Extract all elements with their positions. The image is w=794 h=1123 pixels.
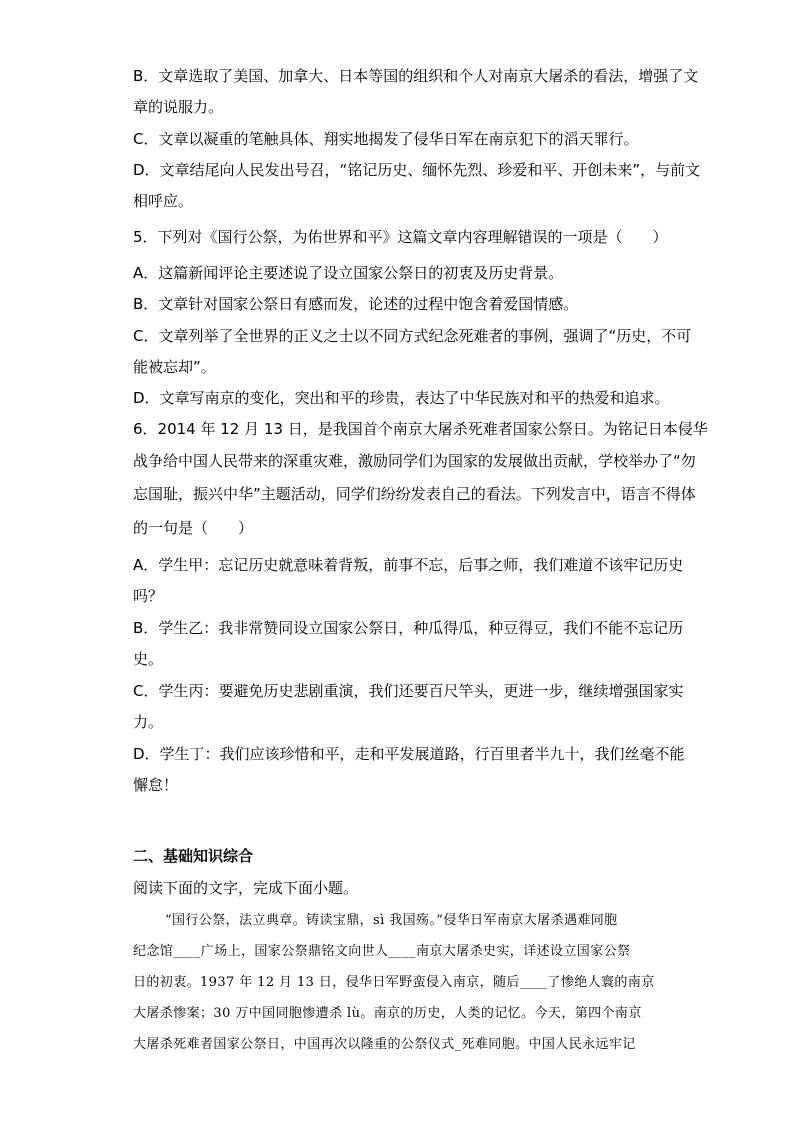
- q5-option-c-line2: 能被忘却”。: [133, 358, 216, 376]
- q6-option-b-line1: B．学生乙：我非常赞同设立国家公祭日，种瓜得瓜，种豆得豆，我们不能不忘记历: [133, 619, 684, 637]
- q6-stem-line3: 忘国耻，振兴中华”主题活动，同学们纷纷发表自己的看法。下列发言中，语言不得体: [133, 485, 696, 503]
- q6-stem-line4: 的一句是（ ）: [133, 519, 254, 537]
- passage-line1: “国行公祭，法立典章。铸读宝鼎，sì 我国殇。”侵华日军南京大屠杀遇难同胞: [165, 913, 618, 928]
- q6-option-c-line1: C．学生丙：要避免历史悲剧重演，我们还要百尺竿头，更进一步，继续增强国家实: [133, 682, 684, 700]
- section-heading: 二、基础知识综合: [133, 847, 254, 865]
- q4-option-b-line1: B．文章选取了美国、加拿大、日本等国的组织和个人对南京大屠杀的看法，增强了文: [133, 67, 699, 85]
- q5-option-d: D．文章写南京的变化，突出和平的珍贵，表达了中华民族对和平的热爱和追求。: [133, 389, 670, 407]
- q5-option-a: A．这篇新闻评论主要述说了设立国家公祭日的初衷及历史背景。: [133, 264, 564, 282]
- q6-option-d-line2: 懈怠！: [133, 776, 179, 794]
- q4-option-d-line1: D．文章结尾向人民发出号召，“铭记历史、缅怀先烈、珍爱和平、开创未来”，与前文: [133, 161, 701, 179]
- q6-option-c-line2: 力。: [133, 713, 164, 731]
- passage-line3: 日的初衷。1937 年 12 月 13 日，侵华日军野蛮侵入南京，随后____了惨绝人寰的南京: [133, 975, 655, 990]
- q5-option-c-line1: C．文章列举了全世界的正义之士以不同方式纪念死难者的事例，强调了“历史，不可: [133, 327, 692, 345]
- passage-line5: 大屠杀死难者国家公祭日，中国再次以隆重的公祭仪式_死难同胞。中国人民永远牢记: [133, 1037, 636, 1052]
- q4-option-c: C．文章以凝重的笔触具体、翔实地揭发了侵华日军在南京犯下的滔天罪行。: [133, 130, 639, 148]
- q6-option-a-line2: 吗？: [133, 587, 164, 605]
- q5-stem: 5．下列对《国行公祭，为佑世界和平》这篇文章内容理解错误的一项是（ ）: [133, 228, 668, 246]
- passage-line4: 大屠杀惨案；30 万中国同胞惨遭杀 lù。南京的历史，人类的记忆。今天，第四个南京: [133, 1006, 642, 1021]
- passage-line2: 纪念馆____广场上，国家公祭鼎铭文向世人____南京大屠杀史实，详述设立国家公祭: [133, 944, 631, 959]
- q6-option-b-line2: 史。: [133, 650, 164, 668]
- section-instruction: 阅读下面的文字，完成下面小题。: [133, 879, 359, 897]
- q6-option-d-line1: D．学生丁：我们应该珍惜和平，走和平发展道路，行百里者半九十，我们丝毫不能: [133, 745, 685, 763]
- q5-option-b: B．文章针对国家公祭日有感而发，论述的过程中饱含着爱国情感。: [133, 295, 579, 313]
- q6-option-a-line1: A．学生甲：忘记历史就意味着背叛，前事不忘，后事之师，我们难道不该牢记历史: [133, 556, 684, 574]
- q6-stem-line1: 6．2014 年 12 月 13 日，是我国首个南京大屠杀死难者国家公祭日。为铭记日本侵华: [133, 420, 708, 438]
- q4-option-b-line2: 章的说服力。: [133, 98, 224, 116]
- q6-stem-line2: 战争给中国人民带来的深重灾难，激励同学们为国家的发展做出贡献，学校举办了“勿: [133, 452, 696, 470]
- q4-option-d-line2: 相呼应。: [133, 192, 194, 210]
